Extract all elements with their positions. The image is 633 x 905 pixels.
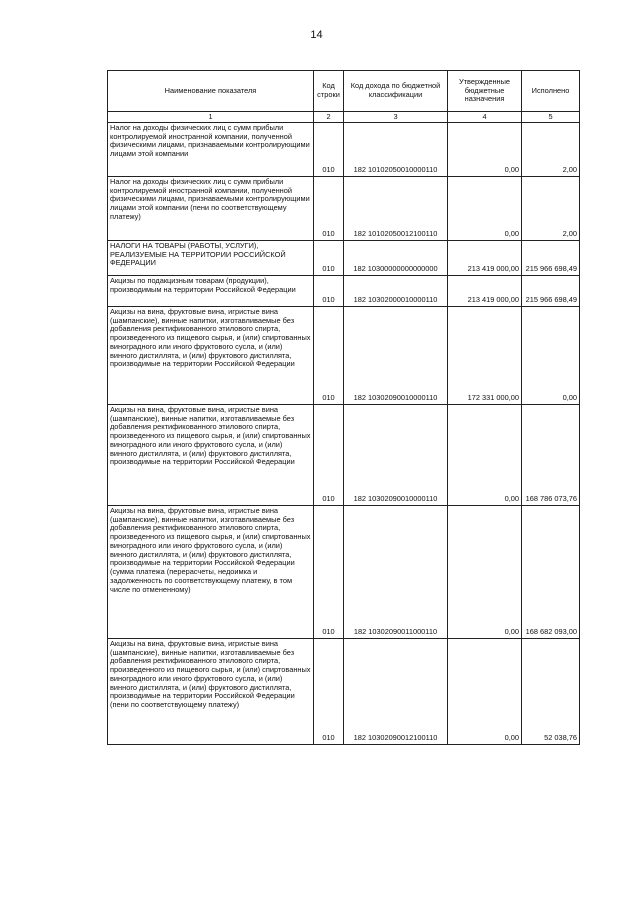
row-approved: 0,00	[448, 639, 522, 745]
page-number: 14	[310, 29, 323, 41]
row-code: 010	[314, 405, 344, 506]
row-code: 010	[314, 123, 344, 177]
row-name: Акцизы на вина, фруктовые вина, игристые вина (шампанские), винные напитки, изготавливаемые без добавления ректификованного этилового спирта, произведенного из пищевого сырья, и (или) спиртованных виноградного или иного фруктового сусла, и (или) винного дистиллята, и (или) фруктового дистиллята, производимые на территории Российской Федерации (сумма платежа (перерасчеты, недоимка и задолженность по соответствующему платежу, в том числе по отмененному)	[108, 506, 314, 639]
table-row	[108, 123, 580, 177]
row-name: Акцизы на вина, фруктовые вина, игристые вина (шампанские), винные напитки, изготавливаемые без добавления ректификованного этилового спирта, произведенного из пищевого сырья, и (или) спиртованных виноградного или иного фруктового сусла, и (или) винного дистиллята, и (или) фруктового дистиллята, производимые на территории Российской Федерации	[108, 307, 314, 405]
row-approved: 172 331 000,00	[448, 307, 522, 405]
row-approved: 0,00	[448, 405, 522, 506]
budget-execution-table	[107, 70, 580, 745]
row-executed: 0,00	[522, 307, 580, 405]
row-executed: 52 038,76	[522, 639, 580, 745]
table-row	[108, 639, 580, 745]
row-kbk: 182 10302090010000110	[344, 405, 448, 506]
row-name: Акцизы на вина, фруктовые вина, игристые вина (шампанские), винные напитки, изготавливаемые без добавления ректификованного этилового спирта, произведенного из пищевого сырья, и (или) спиртованных виноградного или иного фруктового сусла, и (или) винного дистиллята, и (или) фруктового дистиллята, производимые на территории Российской Федерации (пени по соответствующему платежу)	[108, 639, 314, 745]
row-code: 010	[314, 276, 344, 307]
header-executed: Исполнено	[522, 71, 580, 112]
row-approved: 0,00	[448, 123, 522, 177]
row-executed: 215 966 698,49	[522, 241, 580, 276]
table-row	[108, 506, 580, 639]
column-number: 4	[448, 112, 522, 123]
row-kbk: 182 10302090012100110	[344, 639, 448, 745]
column-number: 1	[108, 112, 314, 123]
table-row	[108, 177, 580, 241]
row-kbk: 182 10102050010000110	[344, 123, 448, 177]
row-kbk: 182 10102050012100110	[344, 177, 448, 241]
row-name: Акцизы по подакцизным товарам (продукции), производимым на территории Российской Федерации	[108, 276, 314, 307]
row-approved: 0,00	[448, 177, 522, 241]
row-code: 010	[314, 177, 344, 241]
header-approved: Утвержденные бюджетные назначения	[448, 71, 522, 112]
column-number: 5	[522, 112, 580, 123]
row-name: Налог на доходы физических лиц с сумм прибыли контролируемой иностранной компании, полученной физическими лицами, признаваемыми контролирующими лицами этой компании	[108, 123, 314, 177]
row-approved: 213 419 000,00	[448, 241, 522, 276]
row-name: Налог на доходы физических лиц с сумм прибыли контролируемой иностранной компании, полученной физическими лицами, признаваемыми контролирующими лицами этой компании (пени по соответствующему платежу)	[108, 177, 314, 241]
row-kbk: 182 10302090011000110	[344, 506, 448, 639]
table-row	[108, 405, 580, 506]
header-code: Код строки	[314, 71, 344, 112]
header-kbk: Код дохода по бюджетной классификации	[344, 71, 448, 112]
row-name: Акцизы на вина, фруктовые вина, игристые вина (шампанские), винные напитки, изготавливаемые без добавления ректификованного этилового спирта, произведенного из пищевого сырья, и (или) спиртованных виноградного или иного фруктового сусла, и (или) винного дистиллята, и (или) фруктового дистиллята, производимые на территории Российской Федерации	[108, 405, 314, 506]
row-approved: 0,00	[448, 506, 522, 639]
column-number-row	[108, 112, 580, 123]
column-number: 3	[344, 112, 448, 123]
table-row	[108, 241, 580, 276]
row-executed: 168 786 073,76	[522, 405, 580, 506]
row-approved: 213 419 000,00	[448, 276, 522, 307]
row-executed: 168 682 093,00	[522, 506, 580, 639]
row-code: 010	[314, 506, 344, 639]
row-kbk: 182 10302090010000110	[344, 307, 448, 405]
column-number: 2	[314, 112, 344, 123]
row-executed: 215 966 698,49	[522, 276, 580, 307]
row-executed: 2,00	[522, 177, 580, 241]
table-header-row	[108, 71, 580, 112]
row-code: 010	[314, 639, 344, 745]
row-kbk: 182 10300000000000000	[344, 241, 448, 276]
table-row	[108, 276, 580, 307]
header-name: Наименование показателя	[108, 71, 314, 112]
row-code: 010	[314, 241, 344, 276]
row-code: 010	[314, 307, 344, 405]
row-kbk: 182 10302000010000110	[344, 276, 448, 307]
table-row	[108, 307, 580, 405]
row-executed: 2,00	[522, 123, 580, 177]
row-name: НАЛОГИ НА ТОВАРЫ (РАБОТЫ, УСЛУГИ), РЕАЛИЗУЕМЫЕ НА ТЕРРИТОРИИ РОССИЙСКОЙ ФЕДЕРАЦИИ	[108, 241, 314, 276]
